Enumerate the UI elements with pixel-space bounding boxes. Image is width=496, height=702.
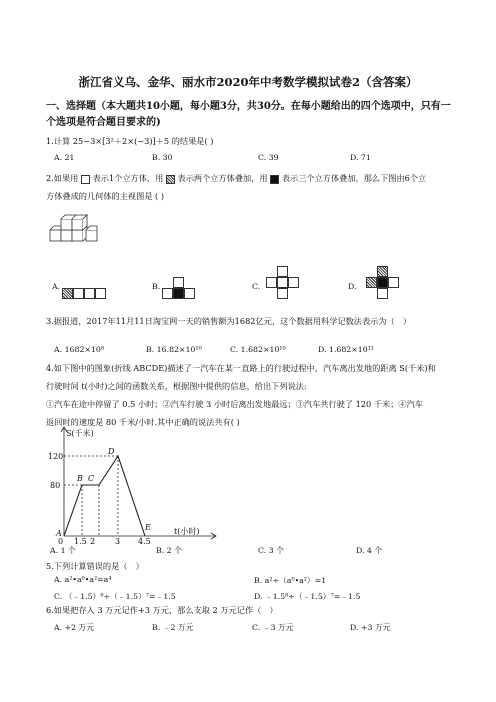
q1-option-d: D. 71 xyxy=(350,153,371,162)
question-1-stem: 1.计算 25−3×[3²＋2×(−3)]＋5 的结果是( ) xyxy=(46,136,214,146)
q6-option-a: A. +2 万元 xyxy=(54,623,95,632)
q2-option-b-label: B. xyxy=(152,282,161,291)
double-cube-icon xyxy=(166,175,175,184)
grid-cell xyxy=(388,277,399,288)
graph-x-tick-4-5: 4.5 xyxy=(138,537,151,544)
page-title: 浙江省义乌、金华、丽水市2020年中考数学模拟试卷2（含答案） xyxy=(78,75,418,89)
q2-option-d-label: D. xyxy=(348,282,357,291)
grid-cell xyxy=(277,288,288,299)
q3-option-d: D. 1.682×10¹¹ xyxy=(318,345,374,354)
question-5-stem: 5.下列计算错误的是（ ） xyxy=(46,561,144,571)
q5-option-a: A. a²•a⁰•a²=a⁴ xyxy=(54,575,112,584)
grid-cell xyxy=(73,288,84,299)
q5-option-c: C. （﹣1.5）⁸÷（﹣1.5）⁷=﹣1.5 xyxy=(54,592,176,601)
grid-cell xyxy=(62,288,73,299)
grid-cell xyxy=(84,288,95,299)
point-E-label: E xyxy=(145,523,151,532)
question-4-line3: ①汽车在途中停留了 0.5 小时；②汽车行驶 3 小时后离出发地最远；③汽车共行驶了 120 千米；④汽车 xyxy=(46,399,423,409)
grid-cell xyxy=(277,277,288,288)
cube-solid-figure xyxy=(48,214,100,246)
graph-x-tick-2: 2 xyxy=(90,537,96,544)
q2-text-c: 表示两个立方体叠加，用 xyxy=(177,173,268,183)
q5-option-b: B. a²÷（a⁰•a²）=1 xyxy=(254,576,327,585)
point-A-label: A xyxy=(56,529,62,538)
q2-option-a-label: A. xyxy=(52,282,61,291)
question-3-stem: 3.据报道，2017年11月11日淘宝网一天的销售额为1682亿元，这个数据用科学记数法表示为（ ） xyxy=(46,316,412,326)
triple-cube-icon xyxy=(270,175,279,184)
grid-cell xyxy=(95,288,106,299)
point-B-label: B xyxy=(77,474,83,483)
question-2-stem-line2: 方体叠成的几何体的主视图是 ( ) xyxy=(46,191,165,201)
grid-cell xyxy=(173,288,184,299)
grid-cell xyxy=(173,277,184,288)
graph-x-label: t(小时) xyxy=(174,527,200,536)
q4-option-c: C. 3 个 xyxy=(258,546,284,555)
graph-x-tick-3: 3 xyxy=(115,537,121,544)
q1-option-a: A. 21 xyxy=(54,153,75,162)
q3-option-b: B. 16.82×10¹⁰ xyxy=(146,345,202,354)
q1-option-c: C. 39 xyxy=(258,153,279,162)
question-2-stem-line1 xyxy=(46,170,426,186)
grid-cell xyxy=(377,277,388,288)
q5-option-d: D. ﹣1.5⁸÷（﹣1.5）⁷=﹣1.5 xyxy=(254,592,361,601)
q4-option-a: A. 1 个 xyxy=(50,546,76,555)
grid-cell xyxy=(288,277,299,288)
q6-option-b: B. ﹣2 万元 xyxy=(152,623,194,632)
point-D-label: D xyxy=(108,447,115,456)
question-4-line2: 行驶时间 t(小时)之间的函数关系，根据图中提供的信息，给出下列说法: xyxy=(46,381,307,391)
question-4-line1: 4.如下图中的图象(折线 ABCDE)描述了一汽车在某一直路上的行驶过程中，汽车离出发地的距离 S(千米)和 xyxy=(46,363,436,373)
grid-cell xyxy=(184,288,195,299)
q1-option-b: B. 30 xyxy=(152,153,173,162)
single-cube-icon xyxy=(81,175,90,184)
point-C-label: C xyxy=(88,474,95,483)
q2-text-d: 表示三个立方体叠加，那么下图由6个立 xyxy=(281,173,427,183)
graph-x-tick-1-5: 1.5 xyxy=(74,537,87,544)
graph-y-tick-120: 120 xyxy=(48,452,64,461)
section-heading: 一、选择题（本大题共10小题，每小题3分，共30分。在每小题给出的四个选项中，只有一个选项是符合题目要求的) xyxy=(46,101,451,128)
polyline-ABCDE xyxy=(64,456,145,536)
graph-x-tick-0: 0 xyxy=(58,537,64,544)
q4-option-d: D. 4 个 xyxy=(356,546,383,555)
q2-text-a: 2.如果用 xyxy=(46,173,79,183)
grid-cell xyxy=(162,288,173,299)
graph-y-label: S(千米) xyxy=(66,429,94,438)
distance-time-graph xyxy=(44,424,224,544)
question-4-line4: 返回时的速度是 80 千米/小时.其中正确的说法共有( ) xyxy=(46,417,240,427)
q6-option-d: D. +3 万元 xyxy=(350,623,391,632)
q4-option-b: B. 2 个 xyxy=(156,546,182,555)
grid-cell xyxy=(277,266,288,277)
grid-cell xyxy=(377,288,388,299)
q2-text-b: 表示1个立方体，用 xyxy=(92,173,164,183)
graph-y-tick-80: 80 xyxy=(50,481,61,490)
q2-option-c-label: C. xyxy=(252,282,261,291)
q3-option-c: C. 1.682×10¹⁰ xyxy=(230,345,286,354)
q3-option-a: A. 1682×10⁸ xyxy=(54,345,105,354)
grid-cell xyxy=(366,277,377,288)
q6-option-c: C. ﹣3 万元 xyxy=(252,623,294,632)
grid-cell xyxy=(266,277,277,288)
question-6-stem: 6.如果把存入 3 万元记作+3 万元，那么支取 2 万元记作（ ） xyxy=(46,605,278,615)
grid-cell xyxy=(377,266,388,277)
